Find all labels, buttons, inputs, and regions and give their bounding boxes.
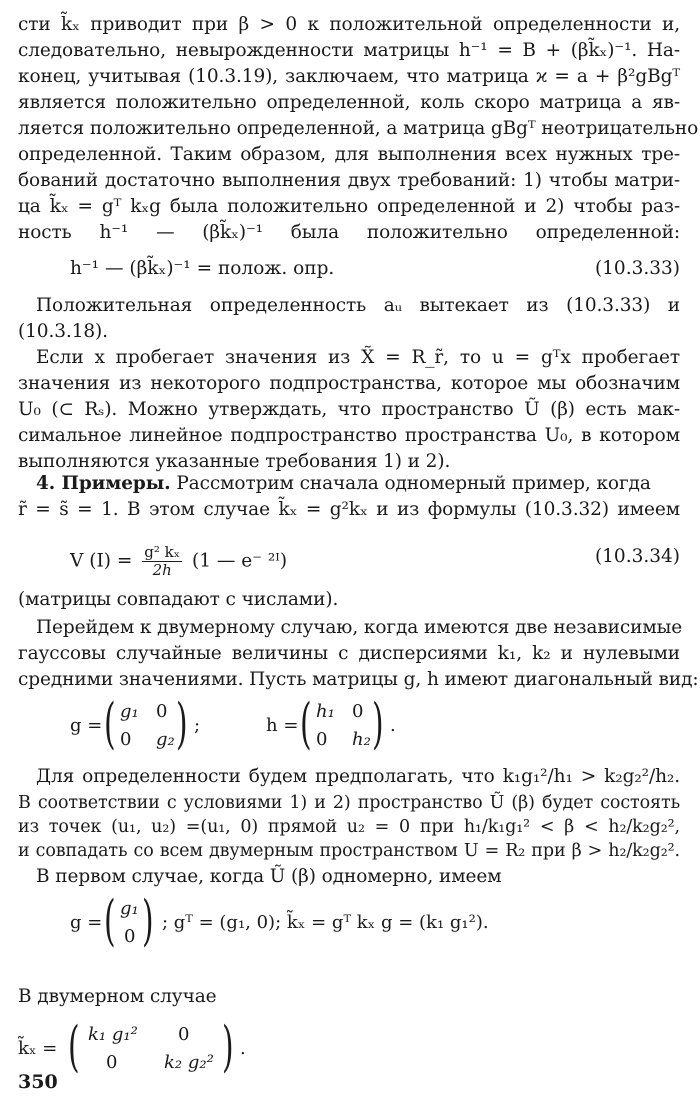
text-line: и совпадать со всем двумерным пространством U = R₂ при β > h₂/k₂g₂². bbox=[18, 841, 680, 861]
matrix-label: h = bbox=[266, 715, 299, 736]
text-line: ность h⁻¹ — (βk̃ₓ)⁻¹ была положительно определенной: bbox=[18, 222, 680, 243]
equation-10-3-33: h⁻¹ — (βk̃ₓ)⁻¹ = полож. опр. bbox=[70, 258, 335, 279]
fraction-numerator: g² kₓ bbox=[144, 543, 181, 561]
punctuation: ; bbox=[194, 715, 201, 736]
matrix-cell: g₂ bbox=[156, 729, 175, 750]
text-line: значения из некоторого подпространства, которое мы обозначим bbox=[18, 373, 680, 394]
page-number: 350 bbox=[18, 1071, 58, 1093]
right-paren: ) bbox=[142, 889, 154, 952]
fraction-denominator: 2h bbox=[152, 561, 172, 579]
matrix-cell: g₁ bbox=[120, 701, 139, 722]
eq-lhs: V (I) = bbox=[70, 550, 133, 572]
text-line: r̃ = s̃ = 1. В этом случае k̃ₓ = g²kₓ и из формулы (10.3.32) имеем bbox=[18, 499, 680, 520]
matrix-cell: 0 bbox=[106, 1052, 118, 1073]
text-line: (матрицы совпадают с числами). bbox=[18, 589, 339, 610]
matrix-cell: h₁ bbox=[316, 701, 335, 722]
right-paren: ) bbox=[176, 692, 188, 755]
section-heading: 4. Примеры. bbox=[36, 473, 171, 494]
text-line: Для определенности будем предполагать, что k₁g₁²/h₁ > k₂g₂²/h₂. bbox=[36, 766, 680, 787]
matrix-cell: 0 bbox=[178, 1024, 190, 1045]
text-line: гауссовы случайные величины с дисперсиями k₁, k₂ и нулевыми bbox=[18, 643, 680, 664]
equation-number: (10.3.34) bbox=[594, 546, 680, 567]
text-line: выполняются указанные требования 1) и 2). bbox=[18, 451, 451, 472]
punctuation: . bbox=[390, 715, 396, 736]
text-line: В соответствии с условиями 1) и 2) пространство Ũ (β) будет состоять bbox=[18, 793, 680, 813]
right-paren: ) bbox=[222, 1015, 234, 1078]
text-line: В первом случае, когда Ũ (β) одномерно, имеем bbox=[36, 866, 502, 887]
text-line: (10.3.18). bbox=[18, 321, 108, 342]
text-line: симальное линейное подпространство пространства U₀, в котором bbox=[18, 425, 680, 446]
matrix-cell: g₁ bbox=[120, 898, 139, 919]
matrix-k-tilde bbox=[18, 1015, 338, 1084]
matrix-label: g = bbox=[70, 912, 103, 933]
matrix-cell: 0 bbox=[352, 701, 364, 722]
text-line: средними значениями. Пусть матрицы g, h имеют диагональный вид: bbox=[18, 669, 699, 690]
text-line: бований достаточно выполнения двух требований: 1) чтобы матри- bbox=[18, 170, 680, 191]
text-line: Если x пробегает значения из X̃ = R_r̃, то u = gᵀx пробегает bbox=[36, 347, 680, 368]
matrix-label: g = bbox=[70, 715, 103, 736]
matrix-cell: k₂ g₂² bbox=[164, 1052, 214, 1073]
equation-rest: ; gᵀ = (g₁, 0); k̃ₓ = gᵀ kₓ g = (k₁ g₁²). bbox=[162, 912, 489, 933]
text-line: конец, учитывая (10.3.19), заключаем, что матрица ϰ = a + β²gBgᵀ bbox=[18, 66, 680, 87]
eq-rhs: (1 — e⁻ ²ᴵ) bbox=[192, 550, 288, 572]
matrix-cell: 0 bbox=[124, 926, 136, 947]
punctuation: . bbox=[240, 1038, 246, 1059]
matrix-h bbox=[266, 692, 416, 761]
left-paren: ( bbox=[68, 1015, 80, 1078]
text-line: Перейдем к двумерному случаю, когда имеются две независимые bbox=[36, 617, 683, 638]
text-line: из точек (u₁, u₂) =(u₁, 0) прямой u₂ = 0 при h₁/k₁g₁² < β < h₂/k₂g₂², bbox=[18, 817, 680, 837]
matrix-cell: k₁ g₁² bbox=[88, 1024, 138, 1045]
matrix-cell: 0 bbox=[316, 729, 328, 750]
text-line: В двумерном случае bbox=[18, 986, 217, 1007]
text-span: Рассмотрим сначала одномерный пример, когда bbox=[170, 473, 651, 494]
text-line: Положительная определенность aᵤ вытекает из (10.3.33) и bbox=[36, 295, 680, 316]
fraction bbox=[142, 544, 182, 579]
left-paren: ( bbox=[104, 692, 116, 755]
text-line: сти k̃ₓ приводит при β > 0 к положительной определенности и, bbox=[18, 14, 680, 35]
equation-10-3-34 bbox=[70, 544, 287, 579]
matrix-g bbox=[70, 692, 220, 761]
matrix-label: k̃ₓ = bbox=[18, 1038, 58, 1059]
right-paren: ) bbox=[372, 692, 384, 755]
text-line: определенной. Таким образом, для выполнения всех нужных тре- bbox=[18, 144, 680, 165]
examples-paragraph bbox=[36, 473, 680, 495]
text-line: ца k̃ₓ = gᵀ kₓg была положительно определенной и 2) чтобы раз- bbox=[18, 196, 680, 217]
text-line: ляется положительно определенной, а матрица gBgᵀ неотрицательно bbox=[18, 118, 699, 139]
equation-number: (10.3.33) bbox=[594, 258, 680, 279]
matrix-cell: 0 bbox=[156, 701, 168, 722]
matrix-cell: h₂ bbox=[352, 729, 371, 750]
left-paren: ( bbox=[300, 692, 312, 755]
text-line: является положительно определенной, коль скоро матрица a яв- bbox=[18, 92, 680, 113]
text-line: следовательно, невырожденности матрицы h⁻¹ = B + (βk̃ₓ)⁻¹. На- bbox=[18, 40, 680, 61]
equation-one-dim bbox=[70, 889, 670, 958]
text-line: U₀ (⊂ Rₛ). Можно утверждать, что пространство Ũ (β) есть мак- bbox=[18, 399, 680, 420]
matrix-cell: 0 bbox=[120, 729, 132, 750]
left-paren: ( bbox=[104, 889, 116, 952]
